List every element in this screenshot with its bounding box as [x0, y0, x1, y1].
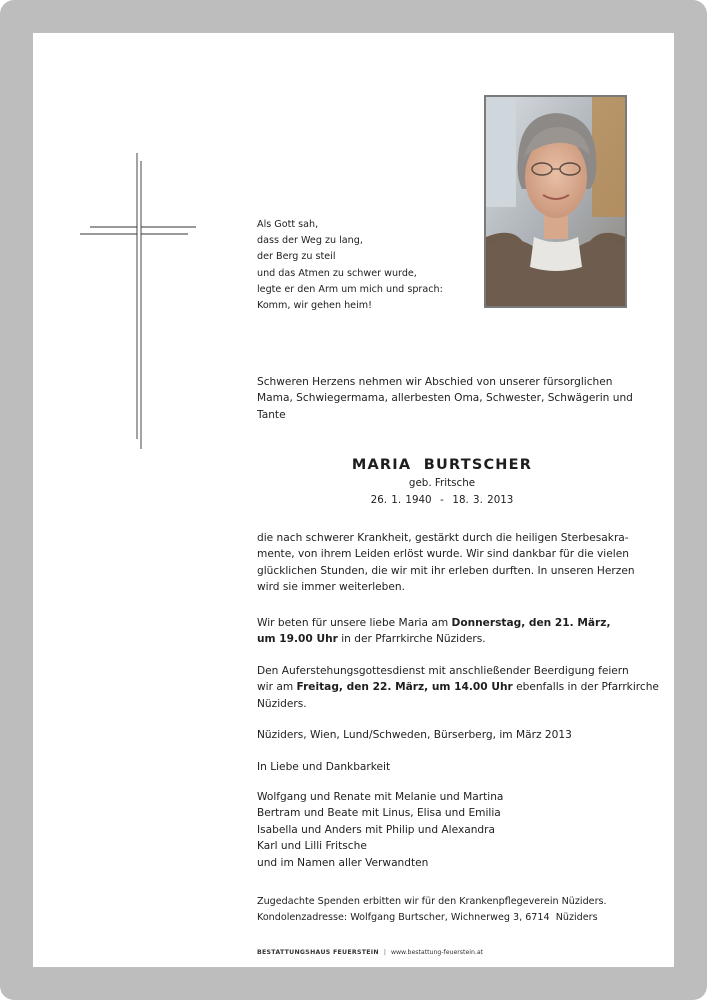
- donations-note: [257, 894, 632, 926]
- family-line: und im Namen aller Verwandten: [257, 856, 429, 869]
- funeral-line-2: [257, 679, 659, 695]
- obituary-page: [33, 33, 674, 967]
- funeral-line-3: Nüziders.: [257, 697, 307, 710]
- intro-line: Mama, Schwiegermama, allerbesten Oma, Schwester, Schwägerin und: [257, 392, 633, 405]
- funeral-text: wir am: [257, 681, 297, 694]
- funeral-service: [257, 663, 659, 712]
- body-line: wird sie immer weiterleben.: [257, 581, 405, 594]
- closing-line: In Liebe und Dankbarkeit: [257, 761, 391, 773]
- family-line: Karl und Lilli Fritsche: [257, 840, 367, 853]
- place-date: [257, 727, 632, 743]
- poem-line: und das Atmen zu schwer wurde,: [257, 267, 417, 279]
- place-date-line: Nüziders, Wien, Lund/Schweden, Bürserberg, im März 2013: [257, 729, 572, 741]
- prayer-date: Donnerstag, den 21. März,: [451, 617, 611, 629]
- prayer-line-2: [257, 631, 632, 647]
- funeral-location: ebenfalls in der Pfarrkirche: [512, 681, 659, 694]
- prayer-location: in der Pfarrkirche Nüziders.: [337, 633, 486, 646]
- poem-line: der Berg zu steil: [257, 251, 336, 263]
- poem-line: Als Gott sah,: [257, 219, 319, 230]
- intro-paragraph: [257, 374, 632, 423]
- closing: [257, 759, 632, 775]
- portrait-icon: [486, 97, 625, 306]
- funeral-line-1: Den Auferstehungsgottesdienst mit anschließender Beerdigung feiern: [257, 665, 629, 677]
- cross-icon: [80, 153, 198, 449]
- body-paragraph: [257, 530, 635, 596]
- body-line: mente, von ihrem Leiden erlöst wurde. Wir sind dankbar für die vielen: [257, 548, 629, 561]
- footer-brand: BESTATTUNGSHAUS FEUERSTEIN: [257, 949, 379, 956]
- footer-separator: |: [383, 949, 386, 956]
- funeral-datetime: Freitag, den 22. März, um 14.00 Uhr: [296, 681, 513, 694]
- prayer-service: [257, 615, 632, 648]
- intro-line: Tante: [257, 408, 286, 421]
- deceased-name: MARIA BURTSCHER: [351, 457, 533, 473]
- family-line: Isabella und Anders mit Philip und Alexandra: [257, 823, 495, 836]
- poem-line: legte er den Arm um mich und sprach:: [257, 283, 443, 295]
- poem-line: Komm, wir gehen heim!: [257, 300, 372, 312]
- family-list: [257, 789, 632, 871]
- footer: [257, 949, 483, 956]
- intro-line: Schweren Herzens nehmen wir Abschied von unserer fürsorglichen: [257, 376, 613, 388]
- condolence-address: Kondolenzadresse: Wolfgang Burtscher, Wichnerweg 3, 6714 Nüziders: [257, 912, 598, 924]
- portrait-photo: [484, 95, 627, 308]
- prayer-line-1: [257, 615, 632, 631]
- life-dates: 26. 1. 1940 - 18. 3. 2013: [370, 493, 514, 506]
- prayer-time: um 19.00 Uhr: [257, 633, 338, 646]
- poem: [257, 217, 477, 314]
- footer-url[interactable]: www.bestattung-feuerstein.at: [390, 949, 484, 956]
- body-line: glücklichen Stunden, die wir mit ihr erleben durften. In unseren Herzen: [257, 564, 635, 577]
- family-line: Wolfgang und Renate mit Melanie und Martina: [257, 791, 504, 803]
- deceased-block: [257, 455, 627, 508]
- donation-line: Zugedachte Spenden erbitten wir für den Krankenpflegeverein Nüziders.: [257, 896, 607, 907]
- maiden-name: geb. Fritsche: [408, 477, 476, 489]
- poem-line: dass der Weg zu lang,: [257, 235, 363, 247]
- prayer-text: Wir beten für unsere liebe Maria am: [257, 617, 452, 629]
- body-line: die nach schwerer Krankheit, gestärkt durch die heiligen Sterbesakra-: [257, 532, 629, 544]
- family-line: Bertram und Beate mit Linus, Elisa und Emilia: [257, 807, 501, 820]
